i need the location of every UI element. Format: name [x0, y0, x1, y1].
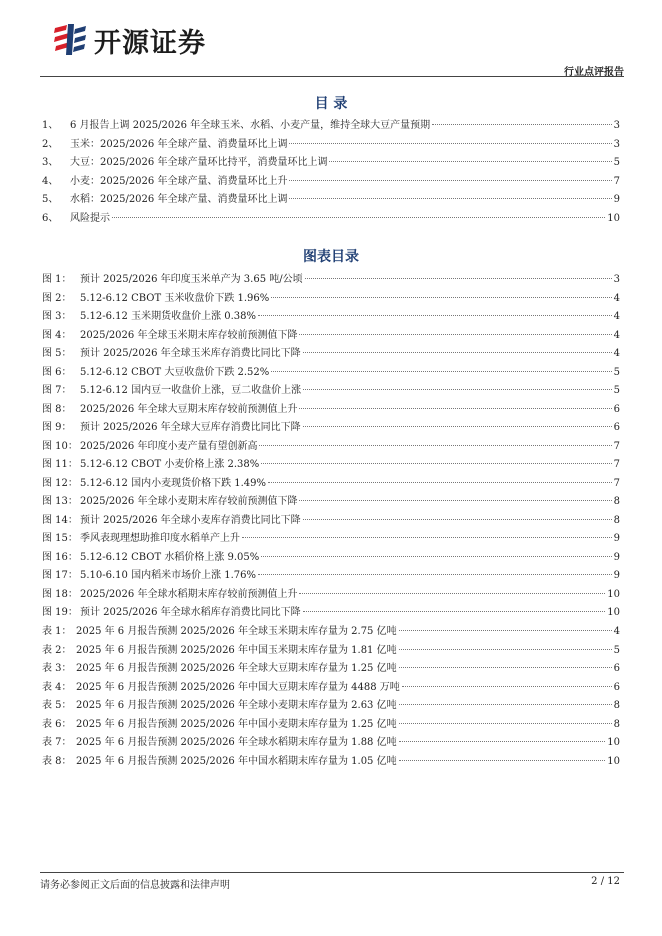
entry-page: 10: [607, 588, 620, 600]
entry-page: 4: [613, 329, 620, 341]
entry-title: 2025/2026 年全球水稻期末库存较前预测值上升: [80, 588, 298, 600]
entry-page: 6: [613, 403, 620, 415]
entry-page: 3: [613, 138, 620, 150]
entry-number: 图 2：: [42, 292, 72, 304]
figure-entry[interactable]: [42, 492, 620, 511]
table-entry[interactable]: [42, 678, 620, 697]
table-entry[interactable]: [42, 641, 620, 660]
entry-page: 10: [607, 212, 620, 224]
dot-leader: [432, 124, 611, 125]
table-entry[interactable]: [42, 733, 620, 752]
entry-title: 预计 2025/2026 年全球小麦库存消费比同比下降: [80, 514, 301, 526]
entry-number: 2、: [42, 138, 59, 150]
entry-title: 风险提示: [70, 212, 110, 224]
entry-number: 表 7：: [42, 737, 72, 748]
entry-page: 7: [613, 477, 620, 489]
footer-divider: [40, 872, 624, 873]
entry-number: 图 6：: [42, 366, 72, 378]
entry-number: 图 18：: [42, 588, 78, 600]
entry-title: 2025 年 6 月报告预测 2025/2026 年中国大豆期末库存量为 4488 万吨: [76, 681, 400, 693]
figure-entry[interactable]: [42, 548, 620, 567]
report-type: 行业点评报告: [564, 67, 624, 78]
entry-page: 10: [607, 607, 620, 618]
dot-leader: [289, 198, 611, 199]
figure-entry[interactable]: [42, 566, 620, 585]
entry-title: 5.12-6.12 国内小麦现货价格下跌 1.49%: [80, 477, 267, 489]
entry-title: 水稻：2025/2026 年全球产量、消费量环比上调: [70, 194, 288, 205]
dot-leader: [399, 704, 612, 705]
entry-number: 图 10：: [42, 440, 78, 452]
entry-title: 预计 2025/2026 年印度玉米单产为 3.65 吨/公顷: [80, 274, 303, 285]
table-entry[interactable]: [42, 752, 620, 771]
table-entry[interactable]: [42, 696, 620, 715]
header-divider: [40, 76, 624, 77]
entry-page: 7: [613, 440, 620, 452]
entry-page: 4: [613, 311, 620, 322]
entry-title: 5.12-6.12 CBOT 水稻价格上涨 9.05%: [80, 551, 260, 563]
dot-leader: [268, 482, 612, 483]
entry-page: 4: [613, 626, 620, 637]
dot-leader: [399, 630, 612, 631]
dot-leader: [303, 519, 612, 520]
entry-number: 3、: [42, 157, 59, 168]
entry-number: 图 15：: [42, 533, 78, 544]
dot-leader: [258, 574, 612, 575]
toc-entry[interactable]: [42, 153, 620, 172]
entry-title: 2025 年 6 月报告预测 2025/2026 年全球水稻期末库存量为 1.88 亿吨: [76, 737, 397, 748]
entry-page: 5: [613, 644, 620, 656]
toc-entry[interactable]: [42, 209, 620, 228]
figure-entry[interactable]: [42, 344, 620, 363]
entry-number: 1、: [42, 120, 59, 131]
dot-leader: [303, 426, 612, 427]
entry-title: 2025/2026 年全球小麦期末库存较前预测值下降: [80, 496, 298, 507]
logo: [52, 20, 206, 60]
toc-title: 目 录: [314, 96, 348, 112]
tables-list: [42, 622, 620, 770]
dot-leader: [261, 463, 611, 464]
figure-entry[interactable]: [42, 381, 620, 400]
entry-number: 5、: [42, 194, 59, 205]
footer-disclaimer: 请务必参阅正文后面的信息披露和法律声明: [40, 880, 230, 891]
dot-leader: [399, 741, 606, 742]
entry-title: 2025/2026 年印度小麦产量有望创新高: [80, 440, 258, 452]
entry-number: 图 5：: [42, 348, 72, 359]
dot-leader: [289, 180, 611, 181]
dot-leader: [258, 315, 612, 316]
entry-number: 图 12：: [42, 477, 78, 489]
entry-number: 图 1：: [42, 274, 72, 285]
entry-title: 小麦：2025/2026 年全球产量、消费量环比上升: [70, 175, 288, 187]
dot-leader: [329, 161, 611, 162]
entry-number: 表 5：: [42, 700, 72, 711]
entry-title: 2025 年 6 月报告预测 2025/2026 年中国小麦期末库存量为 1.25 亿吨: [76, 718, 397, 730]
entry-number: 表 2：: [42, 644, 72, 656]
entry-number: 表 1：: [42, 626, 72, 637]
entry-title: 2025/2026 年全球玉米期末库存较前预测值下降: [80, 329, 298, 341]
entry-page: 9: [613, 533, 620, 544]
entry-page: 3: [613, 274, 620, 285]
entry-number: 6、: [42, 212, 59, 224]
dot-leader: [271, 297, 611, 298]
entry-number: 表 6：: [42, 718, 72, 730]
entry-page: 9: [613, 194, 620, 205]
brand-name: 开源证券: [94, 27, 206, 59]
figure-entry[interactable]: [42, 529, 620, 548]
entry-page: 5: [613, 366, 620, 378]
table-entry[interactable]: [42, 622, 620, 641]
entry-title: 2025 年 6 月报告预测 2025/2026 年全球玉米期末库存量为 2.75 亿吨: [76, 626, 397, 637]
entry-number: 图 4：: [42, 329, 72, 341]
dot-leader: [242, 537, 612, 538]
figure-entry[interactable]: [42, 326, 620, 345]
entry-title: 预计 2025/2026 年全球大豆库存消费比同比下降: [80, 422, 301, 433]
entry-title: 5.12-6.12 CBOT 小麦价格上涨 2.38%: [80, 459, 260, 470]
entry-page: 8: [613, 514, 620, 526]
entry-title: 5.12-6.12 CBOT 大豆收盘价下跌 2.52%: [80, 366, 270, 378]
entry-page: 6: [613, 422, 620, 433]
entry-page: 4: [613, 292, 620, 304]
figure-entry[interactable]: [42, 289, 620, 308]
entry-page: 9: [613, 570, 620, 581]
figure-entry[interactable]: [42, 418, 620, 437]
entry-title: 2025 年 6 月报告预测 2025/2026 年全球大豆期末库存量为 1.25 亿吨: [76, 663, 397, 674]
page-header: [40, 16, 624, 76]
dot-leader: [303, 352, 612, 353]
dot-leader: [303, 389, 612, 390]
dot-leader: [261, 556, 611, 557]
entry-number: 表 3：: [42, 663, 72, 674]
entry-page: 8: [613, 496, 620, 507]
entry-number: 图 16：: [42, 551, 78, 563]
table-entry[interactable]: [42, 659, 620, 678]
toc-entry[interactable]: [42, 172, 620, 191]
entry-page: 6: [613, 681, 620, 693]
entry-page: 8: [613, 718, 620, 730]
dot-leader: [399, 667, 612, 668]
entry-title: 2025 年 6 月报告预测 2025/2026 年中国水稻期末库存量为 1.05 亿吨: [76, 755, 397, 767]
dot-leader: [305, 278, 612, 279]
entry-page: 3: [613, 120, 620, 131]
entry-number: 图 3：: [42, 311, 72, 322]
entry-page: 5: [613, 157, 620, 168]
toc-list: [42, 116, 620, 227]
figure-entry[interactable]: [42, 455, 620, 474]
entry-page: 5: [613, 385, 620, 396]
entry-number: 图 14：: [42, 514, 78, 526]
dot-leader: [271, 371, 611, 372]
figure-entry[interactable]: [42, 603, 620, 622]
dot-leader: [299, 500, 611, 501]
entry-number: 表 4：: [42, 681, 72, 693]
dot-leader: [299, 593, 605, 594]
toc-entry[interactable]: [42, 135, 620, 154]
toc-entry[interactable]: [42, 190, 620, 209]
figure-entry[interactable]: [42, 270, 620, 289]
entry-page: 8: [613, 700, 620, 711]
dot-leader: [399, 649, 612, 650]
entry-number: 图 9：: [42, 422, 72, 433]
entry-title: 预计 2025/2026 年全球水稻库存消费比同比下降: [80, 607, 301, 618]
entry-title: 2025 年 6 月报告预测 2025/2026 年中国玉米期末库存量为 1.81 亿吨: [76, 644, 397, 656]
dot-leader: [289, 143, 611, 144]
page-number: 2 / 12: [591, 876, 620, 887]
entry-number: 4、: [42, 175, 59, 187]
entry-number: 图 11：: [42, 459, 78, 470]
figure-entry[interactable]: [42, 585, 620, 604]
figure-entry[interactable]: [42, 363, 620, 382]
entry-number: 表 8：: [42, 755, 72, 767]
entry-title: 玉米：2025/2026 年全球产量、消费量环比上调: [70, 138, 288, 150]
entry-title: 5.12-6.12 玉米期货收盘价上涨 0.38%: [80, 311, 257, 322]
dot-leader: [299, 408, 611, 409]
figure-entry[interactable]: [42, 437, 620, 456]
figure-entry[interactable]: [42, 511, 620, 530]
entry-page: 4: [613, 348, 620, 359]
dot-leader: [259, 445, 611, 446]
entry-page: 10: [607, 755, 620, 767]
entry-title: 大豆：2025/2026 年全球产量环比持平，消费量环比上调: [70, 157, 328, 168]
entry-number: 图 7：: [42, 385, 72, 396]
dot-leader: [402, 686, 612, 687]
kaiyuan-logo-icon: [52, 23, 88, 57]
entry-number: 图 8：: [42, 403, 72, 415]
entry-title: 5.10-6.10 国内稻米市场价上涨 1.76%: [80, 570, 257, 581]
figure-entry[interactable]: [42, 474, 620, 493]
entry-title: 6 月报告上调 2025/2026 年全球玉米、水稻、小麦产量，维持全球大豆产量预期: [70, 120, 431, 131]
entry-number: 图 17：: [42, 570, 78, 581]
entry-number: 图 19：: [42, 607, 78, 618]
entry-number: 图 13：: [42, 496, 78, 507]
figure-entry[interactable]: [42, 400, 620, 419]
entry-page: 6: [613, 663, 620, 674]
toc-entry[interactable]: [42, 116, 620, 135]
dot-leader: [299, 334, 611, 335]
figures-list: [42, 270, 620, 622]
entry-title: 2025/2026 年全球大豆期末库存较前预测值上升: [80, 403, 298, 415]
dot-leader: [112, 217, 605, 218]
entry-title: 5.12-6.12 CBOT 玉米收盘价下跌 1.96%: [80, 292, 270, 304]
entry-page: 9: [613, 551, 620, 563]
entry-title: 2025 年 6 月报告预测 2025/2026 年全球小麦期末库存量为 2.63 亿吨: [76, 700, 397, 711]
entry-page: 7: [613, 175, 620, 187]
figures-title: 图表目录: [303, 249, 359, 265]
entry-page: 10: [607, 737, 620, 748]
figure-entry[interactable]: [42, 307, 620, 326]
dot-leader: [399, 723, 612, 724]
entry-title: 预计 2025/2026 年全球玉米库存消费比同比下降: [80, 348, 301, 359]
dot-leader: [399, 760, 606, 761]
table-entry[interactable]: [42, 715, 620, 734]
entry-page: 7: [613, 459, 620, 470]
entry-title: 季风表现理想助推印度水稻单产上升: [80, 533, 240, 544]
dot-leader: [303, 611, 606, 612]
entry-title: 5.12-6.12 国内豆一收盘价上涨，豆二收盘价上涨: [80, 385, 302, 396]
